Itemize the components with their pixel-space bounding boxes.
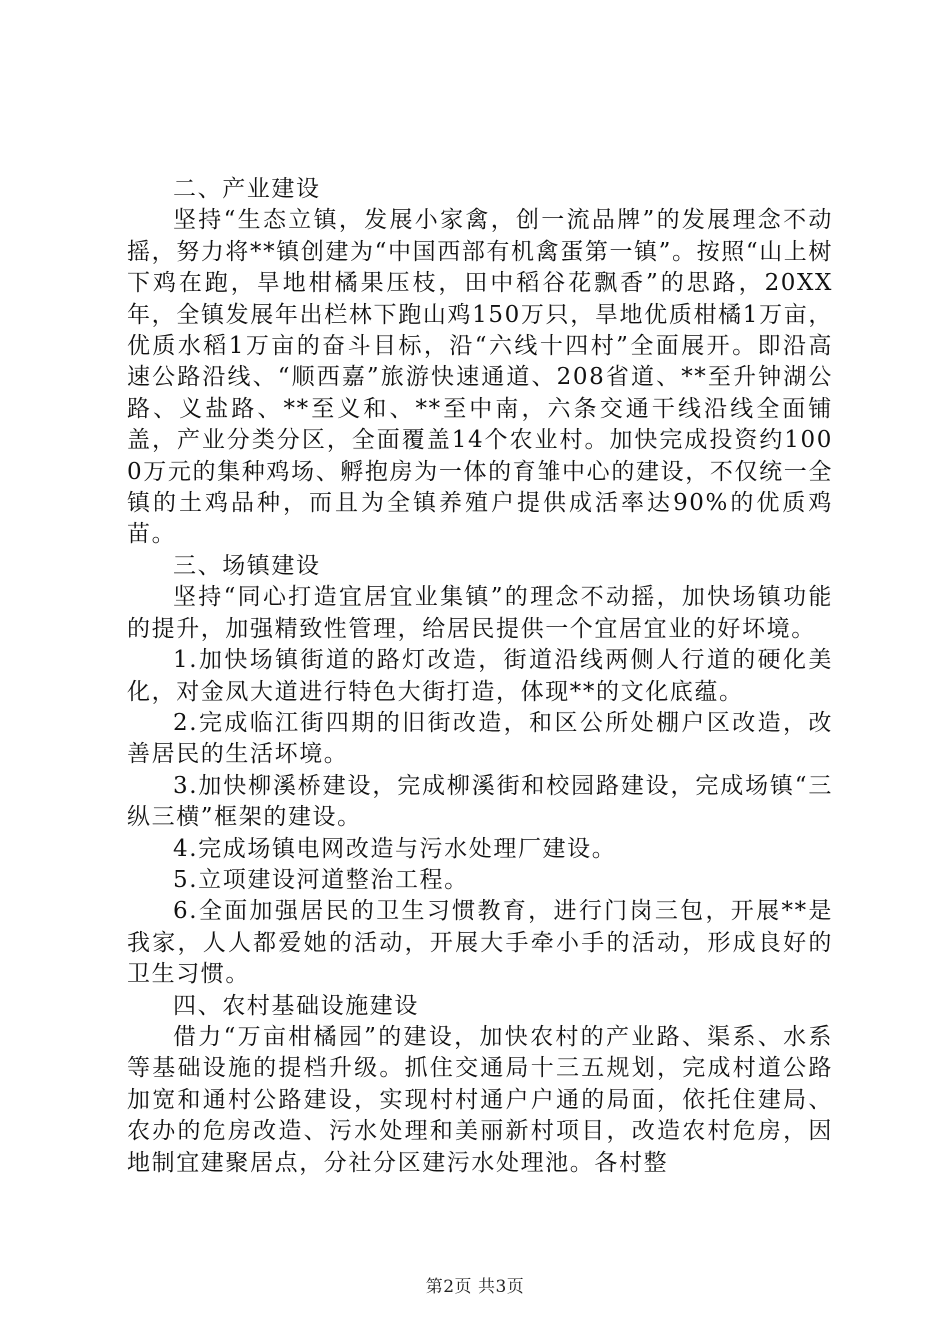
paragraph-town-intro: 坚持“同心打造宜居宜业集镇”的理念不动摇，加快场镇功能的提升，加强精致性管理，给居民提供一个宜居宜业的好坏境。 — [127, 584, 833, 642]
section-heading-rural: 四、农村基础设施建设 — [173, 992, 419, 1019]
section-heading-town: 三、场镇建设 — [173, 552, 321, 579]
document-body — [127, 174, 833, 1179]
list-item-1: 1.加快场镇街道的路灯改造，街道沿线两侧人行道的硬化美化，对金凤大道进行特色大街打造，体现**的文化底蕴。 — [127, 647, 833, 705]
list-item-4: 4.完成场镇电网改造与污水处理厂建设。 — [173, 835, 617, 862]
section-heading-industry: 二、产业建设 — [173, 176, 321, 202]
paragraph-rural: 借力“万亩柑橘园”的建设，加快农村的产业路、渠系、水系等基础设施的提档升级。抓住交通局十三五规划，完成村道公路加宽和通村公路建设，实现村村通户户通的局面，依托住建局、农办的危房改造、污水处理和美丽新村项目，改造农村危房，因地制宜建聚居点，分社分区建污水处理池。各村整 — [127, 1023, 833, 1176]
list-item-2: 2.完成临江街四期的旧街改造，和区公所处棚户区改造，改善居民的生活坏境。 — [127, 709, 833, 768]
list-item-6: 6.全面加强居民的卫生习惯教育，进行门岗三包，开展**是我家，人人都爱她的活动，开展大手牵小手的活动，形成良好的卫生习惯。 — [127, 898, 833, 988]
page-footer: 第2页 共3页 — [425, 1277, 525, 1297]
list-item-3: 3.加快柳溪桥建设，完成柳溪街和校园路建设，完成场镇“三纵三横”框架的建设。 — [127, 772, 833, 831]
paragraph-industry: 坚持“生态立镇，发展小家禽，创一流品牌”的发展理念不动摇，努力将**镇创建为“中国西部有机禽蛋第一镇”。按照“山上树下鸡在跑，旱地柑橘果压枝，田中稻谷花飘香”的思路，20XX年，全镇发展年出栏林下跑山鸡150万只，旱地优质柑橘1万亩，优质水稻1万亩的奋斗目标，沿“六线十四村”全面展开。即沿高速公路沿线、“顺西嘉”旅游快速通道、208省道、**至升钟湖公路、义盐路、**至义和、**至中南，六条交通干线沿线全面铺盖，产业分类分区，全面覆盖14个农业村。加快完成投资约1000万元的集种鸡场、孵抱房为一体的育雏中心的建设，不仅统一全镇的土鸡品种，而且为全镇养殖户提供成活率达90%的优质鸡苗。 — [127, 207, 833, 548]
list-item-5: 5.立项建设河道整治工程。 — [173, 866, 469, 893]
